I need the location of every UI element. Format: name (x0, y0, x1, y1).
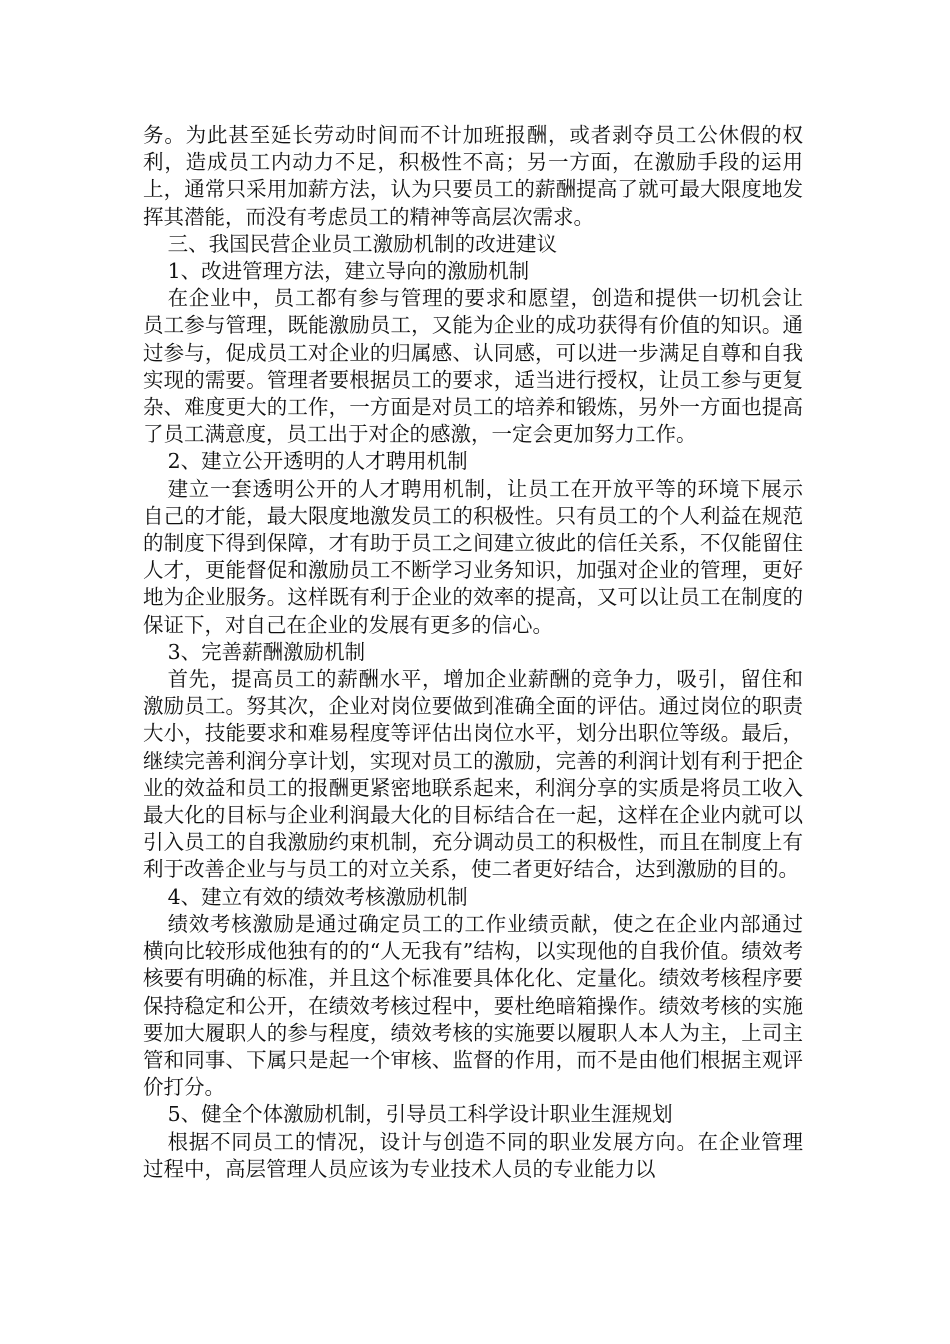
paragraph-continued: 务。为此甚至延长劳动时间而不计加班报酬，或者剥夺员工公休假的权利，造成员工内动力不足，积极性不高；另一方面，在激励手段的运用上，通常只采用加薪方法，认为只要员工的薪酬提高了就可最大限度地发挥其潜能，而没有考虑员工的精神等高层次需求。 (143, 123, 803, 229)
subsection-heading-5: 5、健全个体激励机制，引导员工科学设计职业生涯规划 (167, 1102, 673, 1127)
paragraph-3: 首先，提高员工的薪酬水平，增加企业薪酬的竞争力，吸引，留住和激励员工。努其次，企业对岗位要做到准确全面的评估。通过岗位的职责大小，技能要求和难易程度等评估出岗位水平，划分出职位等级。最后，继续完善利润分享计划，实现对员工的激励，完善的利润计划有利于把企业的效益和员工的报酬更紧密地联系起来，利润分享的实质是将员工收入最大化的目标与企业利润最大化的目标结合在一起，这样在企业内就可以引入员工的自我激励约束机制，充分调动员工的积极性，而且在制度上有利于改善企业与与员工的对立关系，使二者更好结合，达到激励的目的。 (143, 667, 803, 882)
paragraph-4: 绩效考核激励是通过确定员工的工作业绩贡献，使之在企业内部通过横向比较形成他独有的的“人无我有”结构，以实现他的自我价值。绩效考核要有明确的标准，并且这个标准要具体化化、定量化。绩效考核程序要保持稳定和公开，在绩效考核过程中，要杜绝暗箱操作。绩效考核的实施要加大履职人的参与程度，绩效考核的实施要以履职人本人为主，上司主管和同事、下属只是起一个审核、监督的作用，而不是由他们根据主观评价打分。 (143, 911, 803, 1100)
subsection-heading-3: 3、完善薪酬激励机制 (167, 639, 366, 664)
paragraph-1: 在企业中，员工都有参与管理的要求和愿望，创造和提供一切机会让员工参与管理，既能激励员工，又能为企业的成功获得有价值的知识。通过参与，促成员工对企业的归属感、认同感，可以进一步满足自尊和自我实现的需要。管理者要根据员工的要求，适当进行授权，让员工参与更复杂、难度更大的工作，一方面是对员工的培养和锻炼，另外一方面也提高了员工满意度，员工出于对企的感激，一定会更加努力工作。 (143, 286, 803, 447)
document-page (143, 122, 803, 1183)
paragraph-2: 建立一套透明公开的人才聘用机制，让员工在开放平等的环境下展示自己的才能，最大限度地激发员工的积极性。只有员工的个人利益在规范的制度下得到保障，才有助于员工之间建立彼此的信任关系，不仅能留住人才，更能督促和激励员工不断学习业务知识，加强对企业的管理，更好地为企业服务。这样既有利于企业的效率的提高，又可以让员工在制度的保证下，对自己在企业的发展有更多的信心。 (143, 476, 803, 637)
paragraph-5: 根据不同员工的情况，设计与创造不同的职业发展方向。在企业管理过程中，高层管理人员应该为专业技术人员的专业能力以 (143, 1129, 803, 1181)
subsection-heading-2: 2、建立公开透明的人才聘用机制 (167, 449, 468, 474)
section-heading: 三、我国民营企业员工激励机制的改进建议 (167, 231, 558, 256)
subsection-heading-4: 4、建立有效的绩效考核激励机制 (167, 884, 468, 909)
subsection-heading-1: 1、改进管理方法，建立导向的激励机制 (167, 259, 530, 284)
